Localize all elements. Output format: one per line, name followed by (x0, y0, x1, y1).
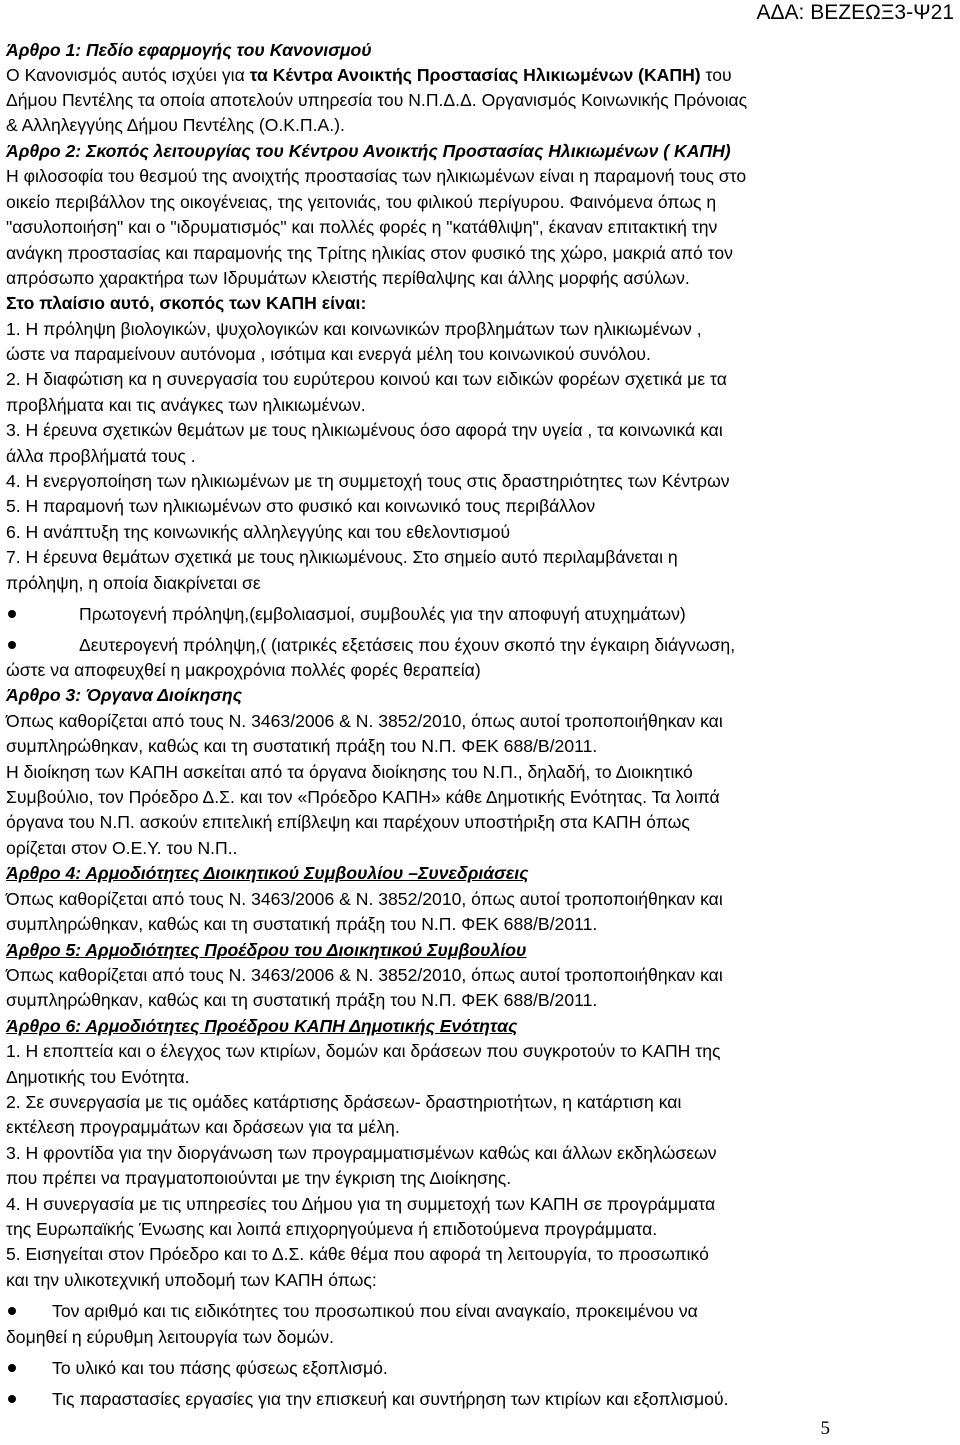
article-5-line: Όπως καθορίζεται από τους Ν. 3463/2006 & Ν. 3852/2010, όπως αυτοί τροποποιήθηκαν και (6, 965, 723, 985)
goal-item: προβλήματα και τις ανάγκες των ηλικιωμένων. (6, 395, 366, 415)
bullet-item: ώστε να αποφευχθεί η μακροχρόνια πολλές φορές θεραπεία) (6, 660, 481, 680)
bullet-item: Δευτερογενή πρόληψη,( (ιατρικές εξετάσεις που έχουν σκοπό την έγκαιρη διάγνωση, (6, 633, 735, 657)
article-6-item: εκτέλεση προγραμμάτων και δράσεων για τα μέλη. (6, 1117, 400, 1137)
goal-item: 2. Η διαφώτιση κα η συνεργασία του ευρύτερου κοινού και των ειδικών φορέων σχετικά με τα (6, 369, 727, 389)
article-3-line: ορίζεται στον Ο.Ε.Υ. του Ν.Π.. (6, 838, 238, 858)
article-2-line: οικείο περιβάλλον της οικογένειας, της γειτονιάς, του φιλικού περίγυρου. Φαινόμενα όπως η (6, 192, 717, 212)
article-6-item: 2. Σε συνεργασία με τις ομάδες κατάρτισης δράσεων- δραστηριοτήτων, η κατάρτιση και (6, 1092, 682, 1112)
goal-item: 7. Η έρευνα θεμάτων σχετικά με τους ηλικιωμένους. Στο σημείο αυτό περιλαμβάνεται η (6, 547, 678, 567)
article-6-item: 4. Η συνεργασία με τις υπηρεσίες του Δήμου για τη συμμετοχή των ΚΑΠΗ σε προγράμματα (6, 1194, 716, 1214)
article-3-line: Συμβούλιο, τον Πρόεδρο Δ.Σ. και τον «Πρόεδρο ΚΑΠΗ» κάθε Δημοτικής Ενότητας. Τα λοιπά (6, 787, 720, 807)
article-4-title: Άρθρο 4: Αρμοδιότητες Διοικητικού Συμβουλίου –Συνεδριάσεις (6, 863, 529, 883)
article-1-line: Δήμου Πεντέλης τα οποία αποτελούν υπηρεσία του Ν.Π.Δ.Δ. Οργανισμός Κοινωνικής Πρόνοιας (6, 90, 748, 110)
bullet-icon (8, 641, 16, 649)
article-2-line: απρόσωπο χαρακτήρα των Ιδρυμάτων κλειστής περίθαλψης και άλλης μορφής ασύλων. (6, 268, 690, 288)
article-3-line: Η διοίκηση των ΚΑΠΗ ασκείται από τα όργανα διοίκησης του Ν.Π., δηλαδή, το Διοικητικό (6, 762, 693, 782)
bullet-icon (8, 610, 16, 618)
bullet-item: Τον αριθμό και τις ειδικότητες του προσωπικού που είναι αναγκαίο, προκειμένου να (6, 1299, 698, 1323)
article-1-line: & Αλληλεγγύης Δήμου Πεντέλης (Ο.Κ.Π.Α.). (6, 115, 345, 135)
article-6-title: Άρθρο 6: Αρμοδιότητες Προέδρου ΚΑΠΗ Δημοτικής Ενότητας (6, 1016, 518, 1036)
goal-item: πρόληψη, η οποία διακρίνεται σε (6, 573, 261, 593)
bullet-icon (8, 1395, 16, 1403)
goal-item: 6. Η ανάπτυξη της κοινωνικής αλληλεγγύης και του εθελοντισμού (6, 522, 511, 542)
goals-heading: Στο πλαίσιο αυτό, σκοπός των ΚΑΠΗ είναι: (6, 293, 367, 313)
bullet-item: Πρωτογενή πρόληψη,(εμβολιασμοί, συμβουλές για την αποφυγή ατυχημάτων) (6, 602, 686, 626)
goal-item: άλλα προβλήματά τους . (6, 446, 196, 466)
goal-item: 1. Η πρόληψη βιολογικών, ψυχολογικών και κοινωνικών προβλημάτων των ηλικιωμένων , (6, 319, 702, 339)
article-2-line: ανάγκη προστασίας και παραμονής της Τρίτης ηλικίας στον φυσικό της χώρο, μακριά από τον (6, 243, 733, 263)
article-6-item: της Ευρωπαϊκής Ένωσης και λοιπά επιχορηγούμενα ή επιδοτούμενα προγράμματα. (6, 1219, 658, 1239)
article-3-title: Άρθρο 3: Όργανα Διοίκησης (6, 685, 242, 705)
goal-item: ώστε να παραμείνουν αυτόνομα , ισότιμα και ενεργά μέλη του κοινωνικού συνόλου. (6, 344, 651, 364)
article-6-item: Δημοτικής του Ενότητα. (6, 1067, 190, 1087)
goal-item: 5. Η παραμονή των ηλικιωμένων στο φυσικό και κοινωνικό τους περιβάλλον (6, 496, 596, 516)
article-6-item: και την υλικοτεχνική υποδομή των ΚΑΠΗ όπως: (6, 1270, 377, 1290)
article-1-title: Άρθρο 1: Πεδίο εφαρμογής του Κανονισμού (6, 40, 372, 60)
article-2-title: Άρθρο 2: Σκοπός λειτουργίας του Κέντρου Ανοικτής Προστασίας Ηλικιωμένων ( ΚΑΠΗ) (6, 141, 731, 161)
page-number: 5 (820, 1418, 830, 1439)
article-5-title: Άρθρο 5: Αρμοδιότητες Προέδρου του Διοικητικού Συμβουλίου (6, 940, 527, 960)
goal-item: 3. Η έρευνα σχετικών θεμάτων με τους ηλικιωμένους όσο αφορά την υγεία , τα κοινωνικά και (6, 420, 723, 440)
ada-code: ΑΔΑ: ΒΕΖΕΩΞ3-Ψ21 (756, 1, 954, 24)
article-6-item: που πρέπει να πραγματοποιούνται με την έγκριση της Διοίκησης. (6, 1168, 512, 1188)
article-2-line: "ασυλοποιήση" και ο "ιδρυματισμός" και πολλές φορές η "κατάθλιψη", έκαναν επιτακτική την (6, 217, 718, 237)
article-4-line: συμπληρώθηκαν, καθώς και τη συστατική πράξη του Ν.Π. ΦΕΚ 688/Β/2011. (6, 914, 598, 934)
goal-item: 4. Η ενεργοποίηση των ηλικιωμένων με τη συμμετοχή τους στις δραστηριότητες των Κέντρων (6, 471, 730, 491)
article-1-line: Ο Κανονισμός αυτός ισχύει για τα Κέντρα Ανοικτής Προστασίας Ηλικιωμένων (ΚΑΠΗ) του (6, 65, 732, 85)
bullet-item: Το υλικό και του πάσης φύσεως εξοπλισμό. (6, 1356, 388, 1380)
article-6-item: 1. Η εποπτεία και ο έλεγχος των κτιρίων, δομών και δράσεων που συγκροτούν το ΚΑΠΗ της (6, 1041, 721, 1061)
article-2-line: Η φιλοσοφία του θεσμού της ανοιχτής προστασίας των ηλικιωμένων είναι η παραμονή τους στο (6, 166, 747, 186)
article-5-line: συμπληρώθηκαν, καθώς και τη συστατική πράξη του Ν.Π. ΦΕΚ 688/Β/2011. (6, 990, 598, 1010)
article-3-line: όργανα του Ν.Π. ασκούν επιτελική επίβλεψη και παρέχουν υποστήριξη στα ΚΑΠΗ όπως (6, 812, 690, 832)
article-3-line: Όπως καθορίζεται από τους Ν. 3463/2006 & Ν. 3852/2010, όπως αυτοί τροποποιήθηκαν και (6, 711, 723, 731)
article-6-item: 3. Η φροντίδα για την διοργάνωση των προγραμματισμένων καθώς και άλλων εκδηλώσεων (6, 1143, 717, 1163)
bullet-item: Τις παραστασίες εργασίες για την επισκευή και συντήρηση των κτιρίων και εξοπλισμού. (6, 1387, 728, 1411)
bullet-item: δομηθεί η εύρυθμη λειτουργία των δομών. (6, 1327, 334, 1347)
bullet-icon (8, 1364, 16, 1372)
bullet-icon (8, 1307, 16, 1315)
article-4-line: Όπως καθορίζεται από τους Ν. 3463/2006 & Ν. 3852/2010, όπως αυτοί τροποποιήθηκαν και (6, 889, 723, 909)
article-3-line: συμπληρώθηκαν, καθώς και τη συστατική πράξη του Ν.Π. ΦΕΚ 688/Β/2011. (6, 736, 598, 756)
article-6-item: 5. Εισηγείται στον Πρόεδρο και το Δ.Σ. κάθε θέμα που αφορά τη λειτουργία, το προσωπικό (6, 1244, 709, 1264)
